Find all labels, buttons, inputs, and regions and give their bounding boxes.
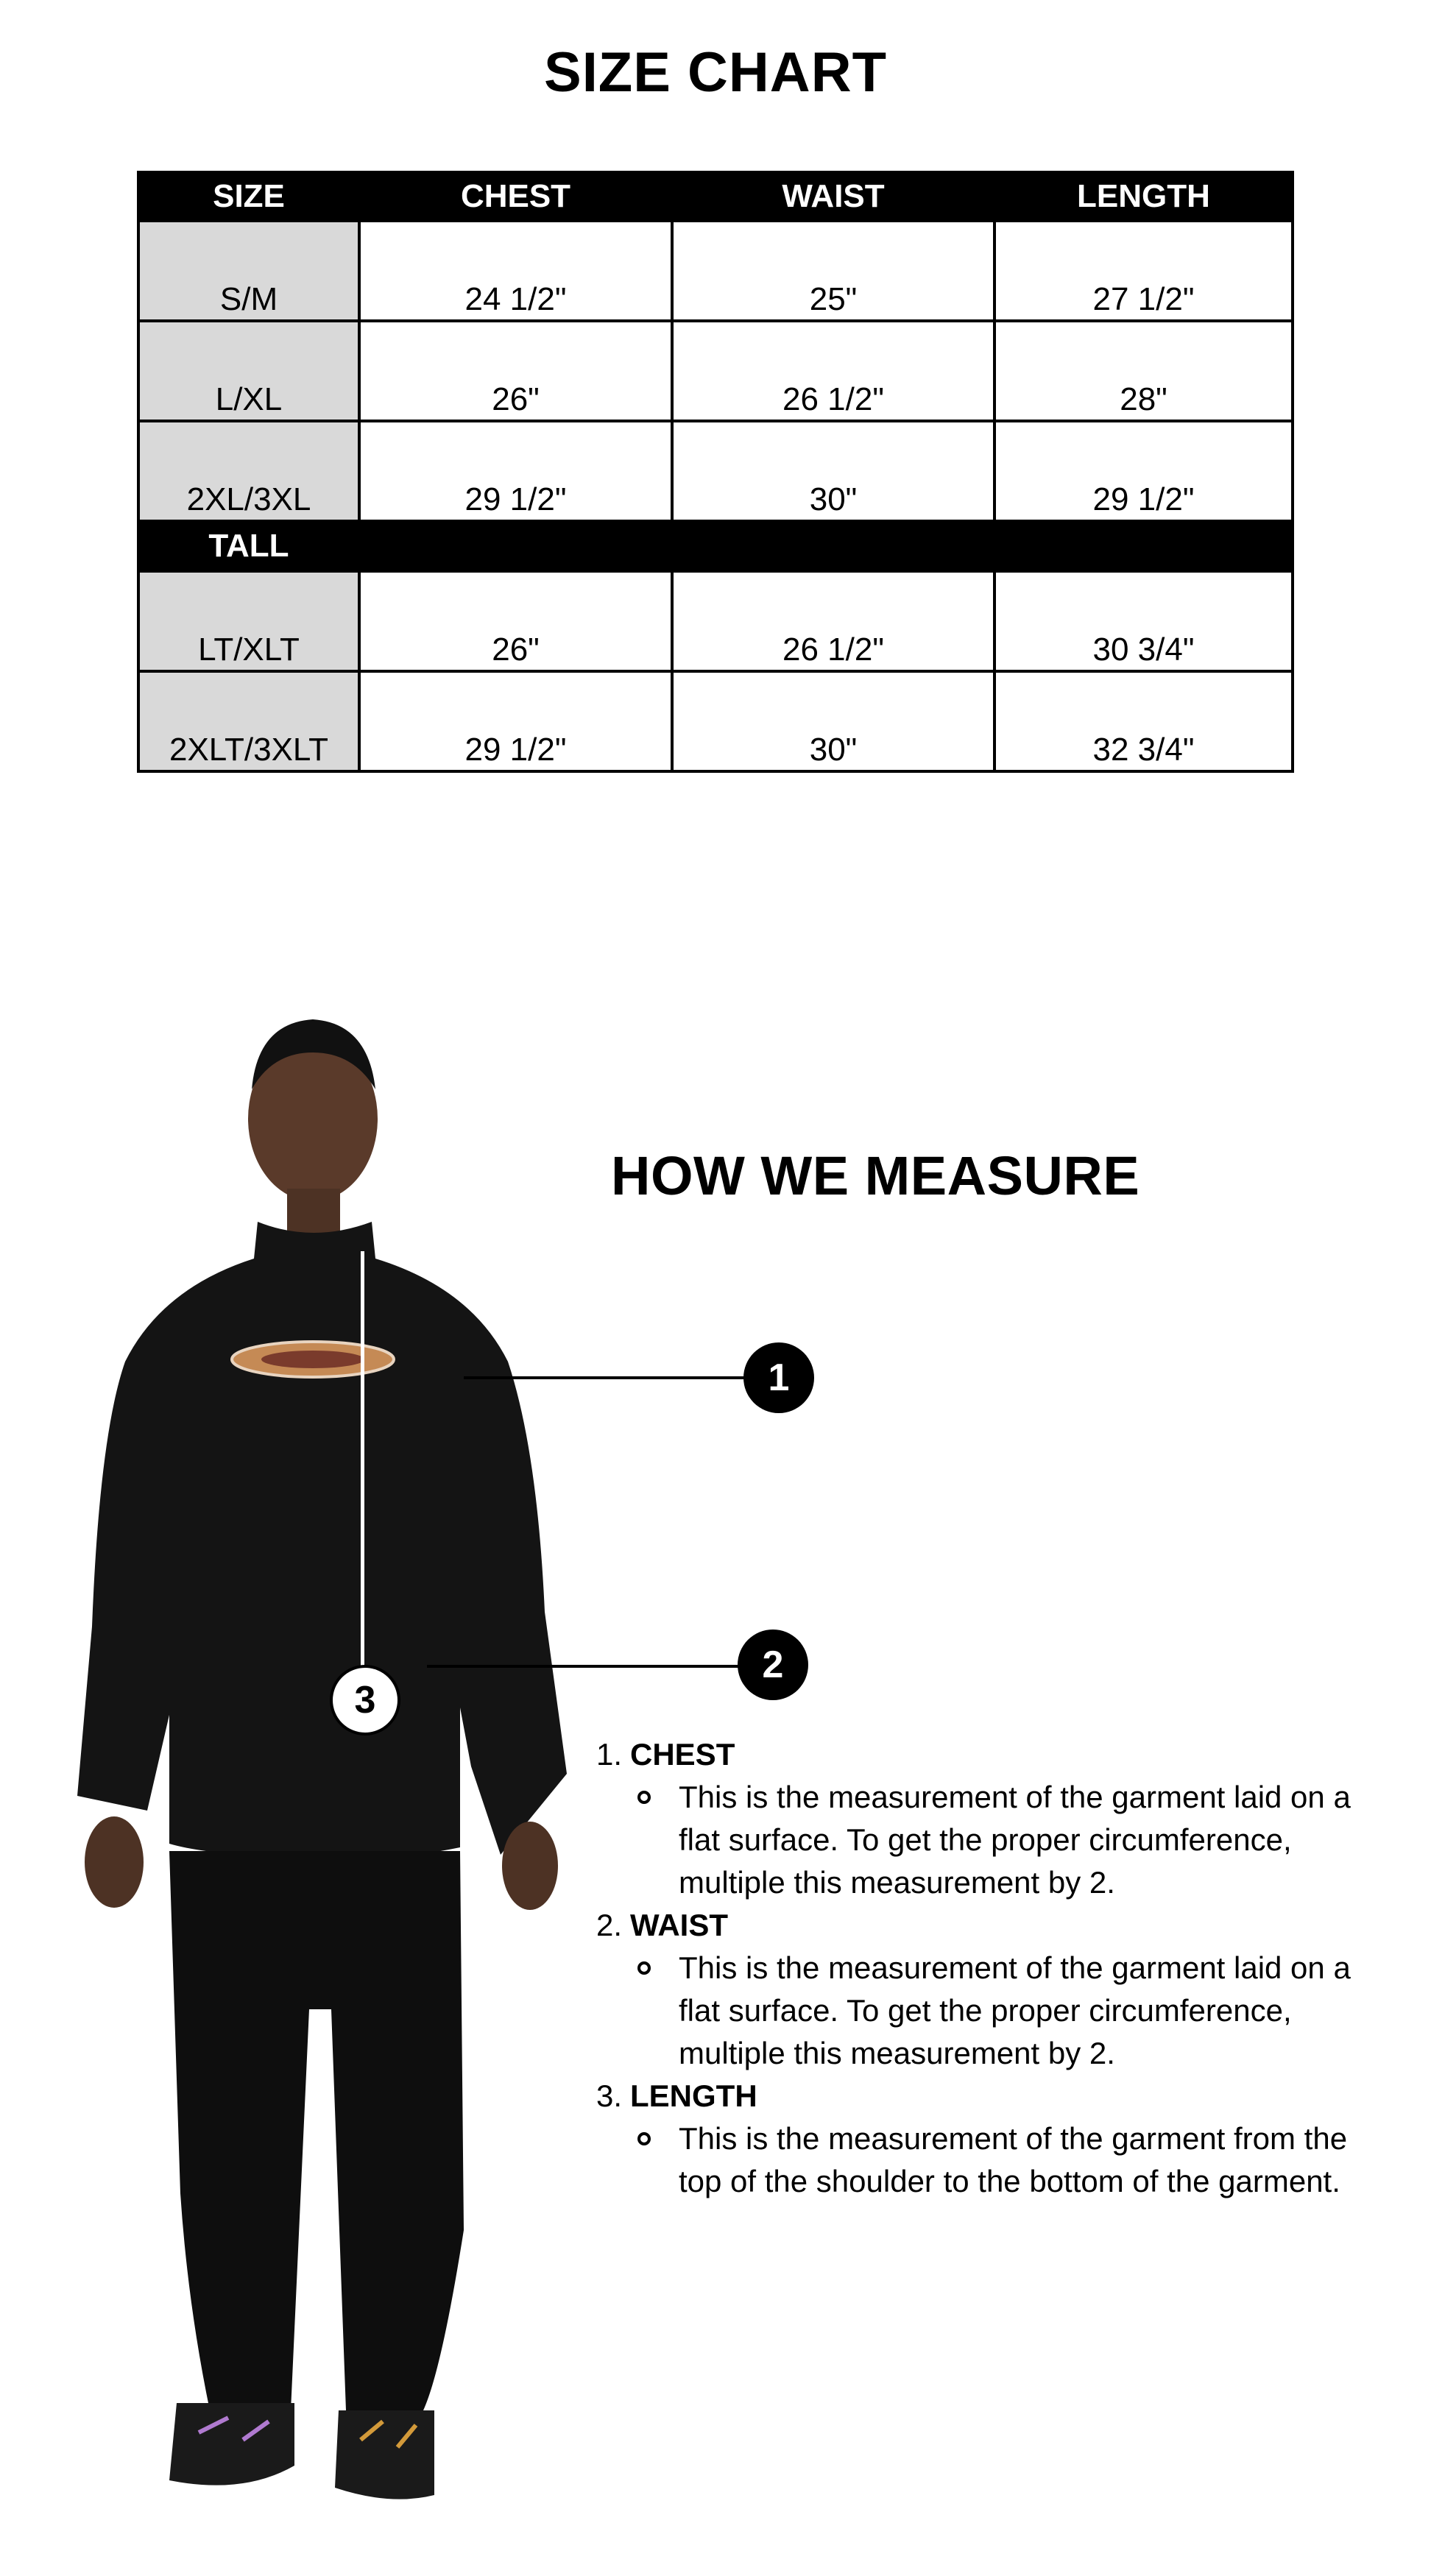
table-row [138, 421, 1293, 521]
list-number: 1. [596, 1737, 623, 1772]
list-subitem-text: This is the measurement of the garment from the top of the shoulder to the bottom of the garment. [679, 2121, 1348, 2198]
list-subitem [637, 1776, 1391, 1904]
list-subitem [637, 1947, 1391, 2075]
size-cell: S/M [138, 221, 359, 321]
size-table [137, 171, 1294, 773]
header-size: SIZE [138, 172, 359, 221]
length-cell: 32 3/4" [994, 671, 1293, 771]
chest-cell: 26" [359, 321, 672, 421]
waist-cell: 26 1/2" [672, 321, 994, 421]
length-cell: 29 1/2" [994, 421, 1293, 521]
chest-cell: 24 1/2" [359, 221, 672, 321]
callout-1: 1 [743, 1342, 814, 1413]
tall-label: TALL [138, 521, 359, 571]
length-cell: 27 1/2" [994, 221, 1293, 321]
chest-measure-line [464, 1376, 773, 1379]
size-cell: 2XL/3XL [138, 421, 359, 521]
waist-measure-line [427, 1665, 766, 1668]
page-title: SIZE CHART [544, 41, 887, 104]
tall-section-row [138, 521, 1293, 571]
header-chest: CHEST [359, 172, 672, 221]
list-subitem-text: This is the measurement of the garment laid on a flat surface. To get the proper circumference, multiple this measurement by 2. [679, 1780, 1351, 1900]
model-figure [59, 979, 589, 2524]
circle-bullet-icon [637, 2132, 651, 2145]
header-waist: WAIST [672, 172, 994, 221]
chest-cell: 29 1/2" [359, 421, 672, 521]
chest-cell: 29 1/2" [359, 671, 672, 771]
waist-cell: 30" [672, 421, 994, 521]
chest-cell: 26" [359, 571, 672, 671]
size-cell: LT/XLT [138, 571, 359, 671]
table-header-row [138, 172, 1293, 221]
list-item-title: LENGTH [630, 2078, 757, 2113]
length-measure-line [361, 1251, 364, 1678]
list-number: 2. [596, 1908, 623, 1942]
table-row [138, 221, 1293, 321]
callout-3: 3 [330, 1665, 400, 1735]
length-cell: 30 3/4" [994, 571, 1293, 671]
header-length: LENGTH [994, 172, 1293, 221]
callout-2: 2 [738, 1630, 808, 1700]
circle-bullet-icon [637, 1961, 651, 1975]
list-subitem [637, 2117, 1391, 2203]
waist-cell: 26 1/2" [672, 571, 994, 671]
table-row [138, 571, 1293, 671]
length-cell: 28" [994, 321, 1293, 421]
measure-instructions [596, 1733, 1391, 2203]
list-number: 3. [596, 2078, 623, 2113]
waist-cell: 30" [672, 671, 994, 771]
size-cell: L/XL [138, 321, 359, 421]
list-item-title: WAIST [630, 1908, 728, 1942]
list-item-title: CHEST [630, 1737, 735, 1772]
circle-bullet-icon [637, 1791, 651, 1804]
size-cell: 2XLT/3XLT [138, 671, 359, 771]
list-item [596, 1904, 1391, 1947]
waist-cell: 25" [672, 221, 994, 321]
list-subitem-text: This is the measurement of the garment laid on a flat surface. To get the proper circumference, multiple this measurement by 2. [679, 1950, 1351, 2070]
table-row [138, 671, 1293, 771]
how-we-measure-title: HOW WE MEASURE [611, 1145, 1140, 1206]
list-item [596, 1733, 1391, 1776]
list-item [596, 2075, 1391, 2117]
table-row [138, 321, 1293, 421]
